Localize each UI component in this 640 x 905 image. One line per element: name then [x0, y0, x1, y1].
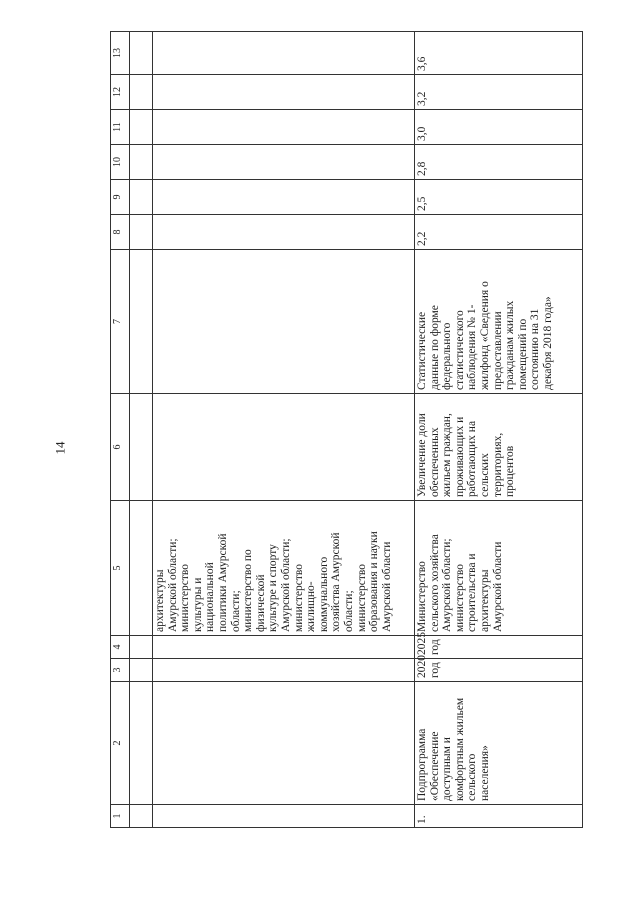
continued-table-sheet [110, 48, 580, 828]
column-number: 1 [111, 805, 130, 828]
table-cell [130, 250, 153, 394]
empty-row [130, 32, 153, 828]
start-year: 2020 год [415, 659, 583, 682]
value-cell: 3,2 [415, 75, 583, 110]
column-number: 9 [111, 180, 130, 215]
value-cell: 2,2 [415, 215, 583, 250]
column-number: 8 [111, 215, 130, 250]
table-cell [153, 394, 415, 501]
table-cell [130, 636, 153, 659]
targets-table [110, 31, 583, 828]
subprogram-name: Подпрограмма «Обеспечение доступным и комфортным жильем сельского населения» [415, 682, 583, 805]
table-cell [130, 394, 153, 501]
column-number: 7 [111, 250, 130, 394]
value-cell: 3,6 [415, 32, 583, 75]
table-cell [130, 682, 153, 805]
table-cell [130, 180, 153, 215]
column-number: 4 [111, 636, 130, 659]
indicator-cell: Увеличение доли обеспеченных жильем граждан, проживающих и работающих на сельских территориях, процентов [415, 394, 583, 501]
continuation-row [153, 32, 415, 828]
column-number: 3 [111, 659, 130, 682]
subprogram-row [415, 32, 583, 828]
page-number: 14 [52, 441, 68, 455]
table-cell [130, 110, 153, 145]
column-number-row [111, 32, 130, 828]
column-number: 12 [111, 75, 130, 110]
table-cell [130, 805, 153, 828]
table-cell [153, 75, 415, 110]
table-cell [153, 110, 415, 145]
source-cell: Статистические данные по форме федерального статистического наблюдения № 1- жилфонд «Сведения о предоставлении гражданам жилых помещений по состоянию на 31 декабря 2018 года» [415, 250, 583, 394]
column-number: 13 [111, 32, 130, 75]
table-cell [153, 215, 415, 250]
executors-cell: Министерство сельского хозяйства Амурской области; министерство строительства и архитектуры Амурской области [415, 501, 583, 636]
end-year: 2025 год [415, 636, 583, 659]
column-number: 11 [111, 110, 130, 145]
table-cell [153, 805, 415, 828]
table-cell [130, 215, 153, 250]
value-cell: 3,0 [415, 110, 583, 145]
table-cell [153, 682, 415, 805]
table-cell [153, 32, 415, 75]
table-cell [130, 75, 153, 110]
column-number: 5 [111, 501, 130, 636]
column-number: 10 [111, 145, 130, 180]
table-cell [153, 180, 415, 215]
table-cell [130, 659, 153, 682]
table-cell [153, 636, 415, 659]
table-cell [130, 501, 153, 636]
table-cell [153, 250, 415, 394]
value-cell: 2,5 [415, 180, 583, 215]
column-number: 2 [111, 682, 130, 805]
value-cell: 2,8 [415, 145, 583, 180]
column-number: 6 [111, 394, 130, 501]
table-cell [130, 32, 153, 75]
executors-continuation-cell: архитектуры Амурской области; министерство культуры и национальной политики Амурской области; министерство по физической культуре и спорту Амурской области; министерство жилищно- коммунального хозяйства Амурской области; министерство образования и науки Амурской области [153, 501, 415, 636]
table-cell [153, 145, 415, 180]
table-cell [130, 145, 153, 180]
row-number: 1. [415, 805, 583, 828]
table-cell [153, 659, 415, 682]
